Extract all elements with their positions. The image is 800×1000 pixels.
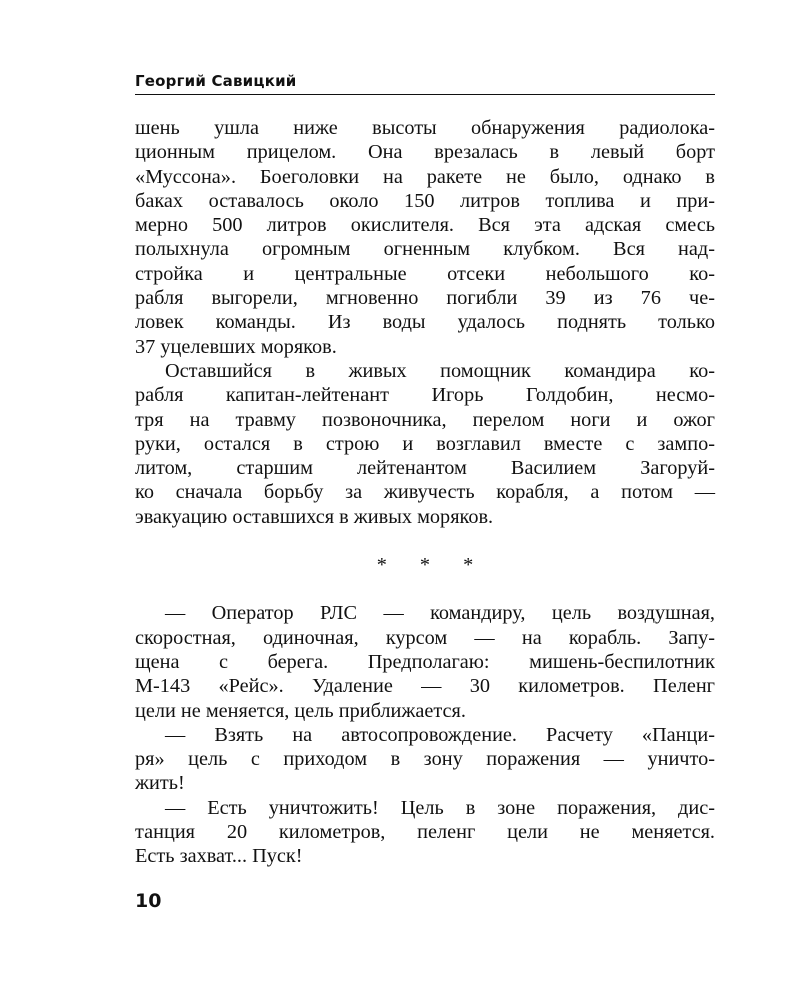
running-header: [135, 72, 715, 92]
text-line: скоростная, одиночная, курсом — на корабль. Запу-: [135, 626, 715, 649]
text-line: Есть захват... Пуск!: [135, 845, 303, 868]
header-rule: [135, 94, 715, 95]
paragraph-4: [135, 723, 715, 796]
text-line: жить!: [135, 772, 185, 795]
text-line: щена с берега. Предполагаю: мишень-беспилотник: [135, 650, 715, 673]
paragraph-3: [135, 601, 715, 722]
text-line: ловек команды. Из воды удалось поднять только: [135, 311, 715, 334]
paragraph-1: [135, 116, 715, 359]
text-line: танция 20 километров, пеленг цели не меняется.: [135, 821, 715, 844]
text-line: стройка и центральные отсеки небольшого ко-: [135, 262, 715, 285]
text-line: М-143 «Рейс». Удаление — 30 километров. Пеленг: [135, 675, 715, 698]
paragraph-5: [135, 796, 715, 869]
text-line: ко сначала борьбу за живучесть корабля, а потом —: [135, 481, 715, 504]
text-line: 37 уцелевших моряков.: [135, 335, 337, 358]
section-separator: * * *: [376, 554, 488, 577]
text-line: эвакуацию оставшихся в живых моряков.: [135, 505, 494, 528]
text-line: баках оставалось около 150 литров топлива и при-: [135, 189, 715, 212]
page-number: 10: [135, 890, 162, 912]
body-text: [135, 116, 715, 869]
text-line: цели не меняется, цель приближается.: [135, 699, 466, 722]
text-line: Оставшийся в живых помощник командира ко-: [165, 359, 715, 382]
text-line: «Муссона». Боеголовки на ракете не было, однако в: [135, 165, 715, 188]
text-line: тря на травму позвоночника, перелом ноги и ожог: [135, 408, 715, 431]
text-line: полыхнула огромным огненным клубком. Вся над-: [135, 238, 715, 261]
header-author: Георгий Савицкий: [135, 72, 297, 90]
text-line: ря» цель с приходом в зону поражения — уничто-: [135, 748, 715, 771]
text-line: шень ушла ниже высоты обнаружения радиолока-: [135, 117, 715, 139]
paragraph-2: [135, 359, 715, 529]
text-line: — Есть уничтожить! Цель в зоне поражения, дис-: [165, 796, 715, 819]
text-line: мерно 500 литров окислителя. Вся эта адская смесь: [135, 214, 715, 237]
text-line: руки, остался в строю и возглавил вместе с зампо-: [135, 432, 715, 455]
text-line: рабля выгорели, мгновенно погибли 39 из 76 че-: [135, 287, 715, 310]
text-line: — Взять на автосопровождение. Расчету «Панци-: [165, 723, 715, 746]
text-line: — Оператор РЛС — командиру, цель воздушная,: [165, 602, 715, 625]
text-line: рабля капитан-лейтенант Игорь Голдобин, несмо-: [135, 384, 715, 407]
text-line: ционным прицелом. Она врезалась в левый борт: [135, 141, 715, 164]
text-line: литом, старшим лейтенантом Василием Загоруй-: [135, 457, 715, 480]
